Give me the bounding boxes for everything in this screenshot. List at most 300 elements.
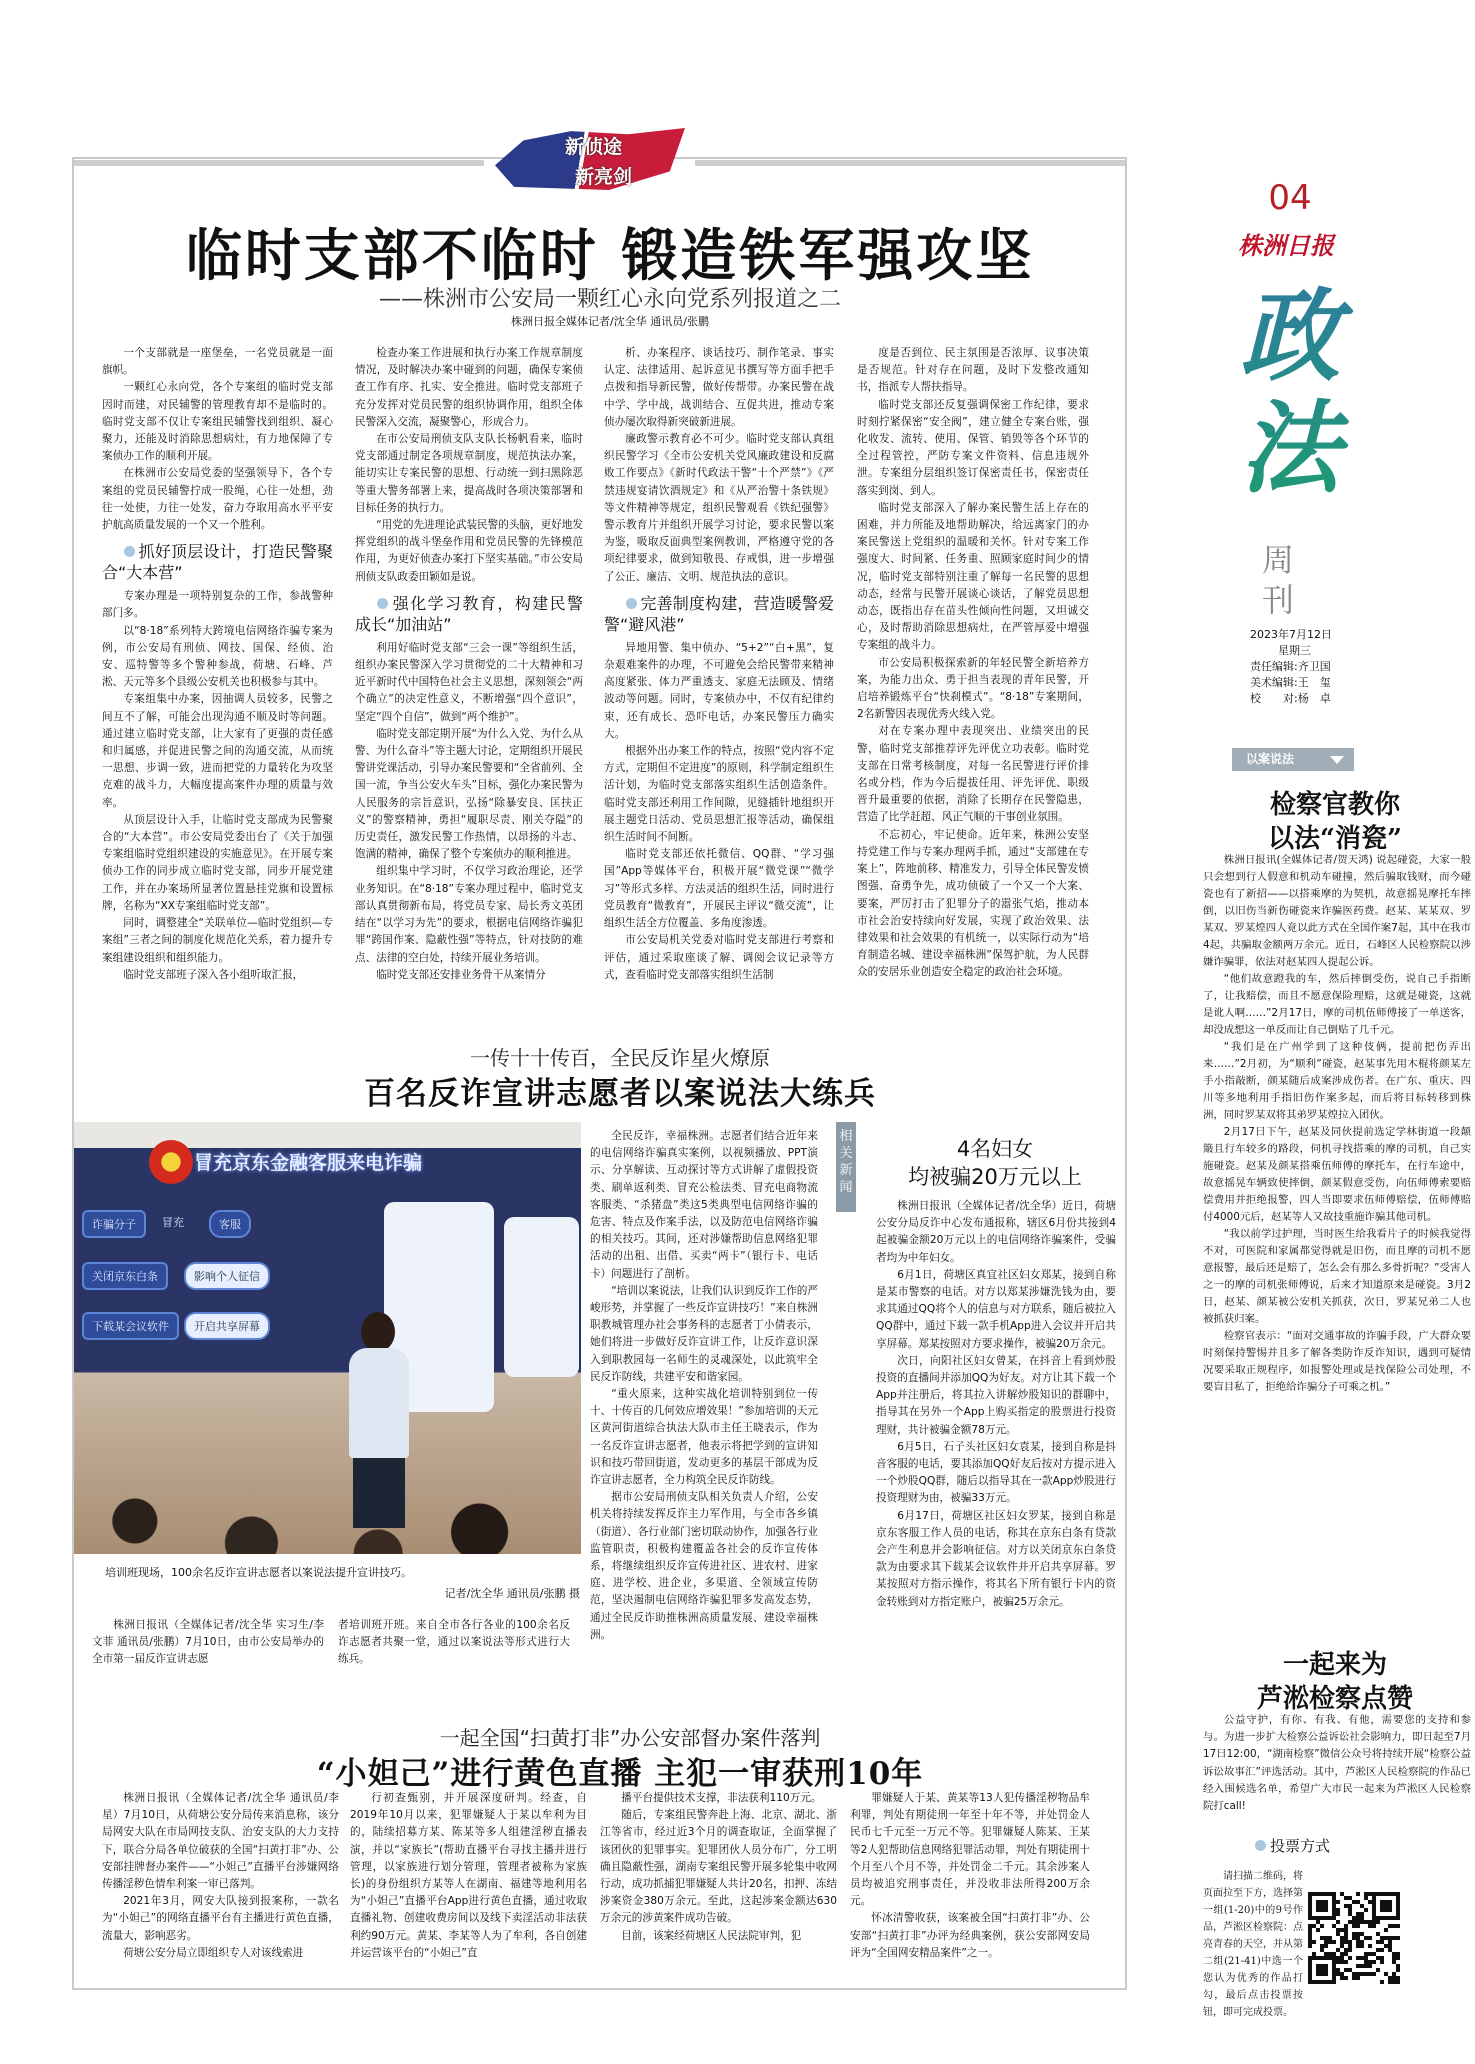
paragraph: 行初查甄别，并开展深度研判。经查，自2019年10月以来，犯罪嫌疑人于某以牟利为目的，陆续招募方某、陈某等多人组建淫秽直播表演，并以“家族长”(帮助直播平台寻找主播并进行管理，以家族进行划分管理，管理者被称为家族长)的身份组织方某等人在湖南、福建等地利用名为“小妲己”直播平台App进行黄色直播，通过收取直播礼物、创建收费房间以及线下卖淫活动非法获利约90万元。黄某、李某等人为了牟利，各自创建并运营该平台的“小妲己”直	[350, 1792, 587, 1959]
qr-module	[1372, 1892, 1376, 1896]
qr-module	[1308, 1944, 1312, 1948]
qr-module	[1332, 1904, 1336, 1908]
qr-module	[1368, 1972, 1372, 1976]
lead-byline: 株洲日报全媒体记者/沈全华 通讯员/张鹏	[511, 315, 709, 328]
paragraph: 据市公安局刑侦支队相关负责人介绍，公安机关将持续发挥反诈主力军作用，与全市各乡镇（街道）、各行业部门密切联动协作，加强各行业监管职责，积极构建覆盖各社会的反诈宣传体系，将继续组织反诈宣传进社区、进农村、进家庭、进学校、进企业，多渠道、全领域宣传防范，坚决遏制电信网络诈骗犯罪多发高发态势，通过全民反诈助推株洲高质量发展、建设幸福株洲。	[590, 1491, 818, 1641]
qr-module	[1316, 1916, 1320, 1920]
vote-instructions	[1203, 1868, 1303, 2018]
qr-module	[1356, 1972, 1360, 1976]
qr-module	[1308, 1960, 1312, 1964]
section-title-zhengfa: 政法	[1240, 280, 1360, 504]
photo-label: 开启共享屏幕	[184, 1312, 270, 1340]
paragraph: “重火原来，这种实战化培训特别到位一传十、十传百的几何效应增效果！”参加培训的天元区黄河街道综合执法大队市主任王晓表示，作为一名反诈宣讲志愿者，他表示将把学到的宣讲知识和技巧带回街道，发动更多的基层干部成为反诈宣讲志愿者，全力构筑全民反诈防线。	[590, 1388, 818, 1487]
qr-module	[1376, 1920, 1380, 1924]
paragraph: 一颗红心永向党，各个专案组的临时党支部因时而建，对民辅警的管理教育却不是临时的。临时党支部不仅让专案组民辅警找到组织、凝心聚力，还能及时消除思想病灶，有力地保障了专案侦办工作的顺利开展。	[102, 381, 333, 463]
qr-module	[1336, 1900, 1340, 1904]
qr-module	[1316, 1892, 1320, 1896]
triangle-down-icon	[1330, 756, 1344, 764]
lead-column-2	[355, 345, 583, 1010]
qr-module	[1332, 1900, 1336, 1904]
paragraph: 临时党支部深入了解办案民警生活上存在的困难，并力所能及地帮助解决，给远离家门的办案民警送上党组织的温暖和关怀。针对专案工作强度大、时间紧、任务重、照顾家庭时间少的情况，临时党支部特别注重了解每一名民警的思想动态，经常与民警开展谈心谈话，了解党员思想动态，既指出存在苗头性倾向性问题，又坦诚交心，及时帮助消除思想病灶，在严管厚爱中增强专案组的战斗力。	[857, 501, 1089, 652]
qr-module	[1312, 1916, 1316, 1920]
qr-module	[1376, 1940, 1380, 1944]
proofreader: 校 对:杨 卓	[1250, 692, 1331, 705]
qr-module	[1392, 1924, 1396, 1928]
lead-column-3	[604, 345, 834, 1010]
editor: 责任编辑:齐卫国	[1250, 660, 1331, 673]
qr-module	[1308, 1916, 1312, 1920]
photo-label: 客服	[209, 1210, 251, 1238]
qr-module	[1316, 1900, 1320, 1904]
paragraph: 一个支部就是一座堡垒，一名党员就是一面旗帜。	[102, 347, 333, 377]
qr-module	[1308, 1908, 1312, 1912]
qr-module	[1388, 1944, 1392, 1948]
qr-module	[1336, 1968, 1340, 1972]
column-logo	[495, 128, 685, 190]
qr-module	[1312, 1956, 1316, 1960]
qr-module	[1392, 1936, 1396, 1940]
qr-module	[1308, 1956, 1312, 1960]
qr-module	[1336, 1932, 1340, 1936]
paragraph: 请扫描二维码，将页面拉至下方，选择第一组(1-20)中的9号作品，芦淞区检察院：点亮青春的天空，并从第二组(21-41)中选一个您认为优秀的作品打勾，最后点击投票按钮，即可完成投票。	[1203, 1871, 1303, 2018]
qr-module	[1316, 1904, 1320, 1908]
related-headline	[875, 1135, 1115, 1191]
qr-module	[1324, 1916, 1328, 1920]
paragraph: 2021年3月，网安大队接到报案称，一款名为“小妲己”的网络直播平台有主播进行黄色直播，流量大，影响恶劣。	[102, 1895, 339, 1942]
paragraph: 不忘初心，牢记使命。近年来，株洲公安坚持党建工作与专案办理两手抓，通过“支部建在专案上”，阵地前移、精准发力，引导全体民警发愤图强、奋勇争先，成功侦破了一个又一个大案、要案，严厉打击了犯罪分子的嚣张气焰，推动本市社会治安持续向好发展，实现了政治效果、法律效果和社会效果的有机统一，以实际行动为“培育制造名城、建设幸福株洲”保驾护航，为人民群众的安居乐业创造安全稳定的政治社会环境。	[857, 828, 1089, 979]
related-news-tag: 相关新闻	[836, 1122, 856, 1212]
qr-module	[1316, 1920, 1320, 1924]
qr-module	[1392, 1972, 1396, 1976]
qr-module	[1328, 1980, 1332, 1984]
qr-module	[1376, 1956, 1380, 1960]
issue-weekday: 星期三	[1278, 644, 1311, 657]
qr-module	[1348, 1968, 1352, 1972]
qr-module	[1308, 1928, 1312, 1932]
sidebar-story2-headline	[1195, 1648, 1475, 1716]
qr-module	[1340, 1956, 1344, 1960]
qr-module	[1336, 1956, 1340, 1960]
qr-module	[1388, 1908, 1392, 1912]
vote-heading	[1255, 1835, 1330, 1856]
qr-module	[1324, 1972, 1328, 1976]
qr-module	[1344, 1976, 1348, 1980]
qr-module	[1308, 1968, 1312, 1972]
qr-module	[1332, 1956, 1336, 1960]
qr-module	[1380, 1980, 1384, 1984]
headline-line2: 以法“消瓷”	[1268, 824, 1402, 854]
qr-module	[1368, 1944, 1372, 1948]
qr-module	[1336, 1960, 1340, 1964]
qr-module	[1384, 1900, 1388, 1904]
story2-lead-col1	[92, 1617, 324, 1671]
qr-module	[1348, 1920, 1352, 1924]
qr-module	[1396, 1964, 1400, 1968]
paragraph: 6月17日，荷塘区社区妇女罗某，接到自称是京东客服工作人员的电话，称其在京东白条有贷款会产生利息并会影响征信。对方以关闭京东白条贷款为由要求其下载某会议软件并开启共享屏幕。罗某按照对方指示操作，将其名下所有银行卡内的资金转账到对方指定账户，被骗25万余元。	[876, 1509, 1116, 1608]
qr-module	[1396, 1904, 1400, 1908]
qr-module	[1384, 1908, 1388, 1912]
qr-module	[1352, 1924, 1356, 1928]
header-rule-left	[74, 160, 484, 166]
qr-module	[1360, 1920, 1364, 1924]
qr-module	[1364, 1896, 1368, 1900]
qr-module	[1344, 1940, 1348, 1944]
qr-module	[1380, 1916, 1384, 1920]
qr-module	[1372, 1952, 1376, 1956]
paragraph: 根据外出办案工作的特点，按照“党内容不定方式，定期但不定进度”的原则，科学制定组织生活计划，为临时党支部落实组织生活创造条件。临时党支部还利用工作间隙，见缝插针地组织开展主题党日活动、党员思想汇报等活动，确保组织生活时间不间断。	[604, 745, 834, 844]
qr-module	[1348, 1940, 1352, 1944]
qr-module	[1340, 1928, 1344, 1932]
qr-module	[1328, 1892, 1332, 1896]
qr-module	[1324, 1952, 1328, 1956]
story3-column-1	[102, 1790, 339, 1980]
qr-module	[1356, 1944, 1360, 1948]
paragraph: 罪嫌疑人于某、黄某等13人犯传播淫秽物品牟利罪，判处有期徒刑一年至十年不等，并处罚金人民币七千元至一万元不等。犯罪嫌疑人陈某、王某等2人犯帮助信息网络犯罪活动罪，判处有期徒刑十个月至八个月不等，并处罚金二千元。其余涉案人员均被追究刑事责任，并没收非法所得200万余元。	[850, 1792, 1090, 1908]
qr-module	[1360, 1932, 1364, 1936]
photo-label: 冒充	[162, 1216, 184, 1229]
story2-kicker: 一传十十传百，全民反诈星火燎原	[470, 1046, 770, 1070]
paragraph: 6月1日，荷塘区真宜社区妇女郑某，接到自称是某市警察的电话。对方以郑某涉嫌洗钱为由，要求其通过QQ将个人的信息与对方联系，随后被拉入QQ群中，通过下载一款手机App进入会议并开启共享屏幕。郑某按照对方要求操作，被骗20万余元。	[876, 1268, 1116, 1350]
qr-module	[1308, 1936, 1312, 1940]
qr-module	[1344, 1904, 1348, 1908]
qr-module	[1344, 1928, 1348, 1932]
paragraph: 临时党支部还依托微信、QQ群、“学习强国”App等媒体平台，积极开展“微党课”“微学习”等形式多样、方法灵活的组织生活，同时进行党员教育“微教育”，开展民主评议“微交流”，让组织生活全方位覆盖、多角度渗透。	[604, 848, 834, 930]
qr-module	[1376, 1932, 1380, 1936]
qr-module	[1372, 1908, 1376, 1912]
qr-module	[1380, 1908, 1384, 1912]
qr-module	[1396, 1892, 1400, 1896]
headline-line2: 芦淞检察点赞	[1256, 1684, 1413, 1714]
qr-module	[1360, 1964, 1364, 1968]
header-rule-right	[695, 160, 1125, 166]
paragraph: “培训以案说法，让我们认识到反诈工作的严峻形势，并掌握了一些反诈宣讲技巧！”来自株洲职教城管理办社会事务科的志愿者丁小倩表示，她们将进一步做好反诈宣讲工作，让反诈意识深入到职教园每一名师生的灵魂深处，以此筑牢全民反诈防线，共建平安和谐家园。	[590, 1284, 818, 1383]
paragraph: “我们是在广州学到了这种伎俩，提前把伤弄出来……”2月初，为“顺利”碰瓷，赵某事先用木棍将颜某左手小指敲断，颜某随后成案涉成伤者。在广东、重庆、四川等多地利用手指旧伤作案多起，而后将目标转移到株洲，同时罗某双将其弟罗某煌拉入团伙。	[1203, 1041, 1471, 1121]
qr-module	[1372, 1912, 1376, 1916]
issue-meta	[1250, 627, 1360, 707]
qr-module	[1396, 1912, 1400, 1916]
paragraph: 析、办案程序、谈话技巧、制作笔录、事实认定、法律适用、起诉意见书撰写等方面手把手点拨和指导新民警，做好传帮带。办案民警在战中学、学中战，战训结合、互促共进，推动专案侦办屡次取得新突破新进展。	[604, 347, 834, 428]
paragraph: “他们故意蹬我的车，然后摔倒受伤，说自己手指断了，让我赔偿，而且不愿意保险理赔，这就是碰瓷，这就是讹人啊……”2月17日，摩的司机伍师傅接了一单送客，却没成想这一单反而让自己倒贴了几千元。	[1203, 973, 1471, 1036]
qr-module	[1376, 1916, 1380, 1920]
qr-module	[1328, 1956, 1332, 1960]
paragraph: 株洲日报讯(全媒体记者/贺天鸿) 说起碰瓷，大家一般只会想到行人假意和机动车碰撞，然后骗取钱财，而今碰瓷也有了新招——以搭乘摩的为契机，故意摇晃摩托车摔倒，以旧伤当新伤碰瓷来诈骗医药费。赵某、某某双、罗某双、罗某煌四人竟以此方式在全国作案7起，其中在我市4起，共骗取金额两万余元。近日，石峰区人民检察院以涉嫌诈骗罪，依法对赵某四人提起公诉。	[1203, 854, 1471, 968]
qr-module	[1324, 1904, 1328, 1908]
qr-module	[1372, 1904, 1376, 1908]
qr-module	[1384, 1916, 1388, 1920]
qr-module	[1348, 1944, 1352, 1948]
qr-module	[1384, 1972, 1388, 1976]
qr-module	[1332, 1964, 1336, 1968]
qr-module	[1372, 1924, 1376, 1928]
qr-module	[1308, 1892, 1312, 1896]
related-headline-line2: 均被骗20万元以上	[908, 1165, 1082, 1189]
story2-body	[590, 1128, 818, 1668]
lead-column-4	[857, 345, 1089, 1010]
qr-module	[1384, 1928, 1388, 1932]
qr-module	[1320, 1936, 1324, 1940]
qr-module	[1348, 1956, 1352, 1960]
qr-module	[1336, 1920, 1340, 1924]
subheading: 强化学习教育，构建民警成长“加油站”	[355, 593, 583, 634]
qr-module	[1396, 1952, 1400, 1956]
paragraph: “用党的先进理论武装民警的头脑，更好地发挥党组织的战斗堡垒作用和党员民警的先锋模范作用，为更好侦查办案打下坚实基础。”市公安局刑侦支队政委田颖如是说。	[355, 519, 583, 583]
paragraph: 度是否到位、民主氛围是否浓厚、议事决策是否规范。针对存在问题，及时下发整改通知书，指派专人帮扶指导。	[857, 347, 1089, 394]
story3-column-3	[600, 1790, 837, 1980]
qr-module	[1384, 1892, 1388, 1896]
qr-module	[1316, 1908, 1320, 1912]
qr-module	[1356, 1976, 1360, 1980]
qr-module	[1336, 1912, 1340, 1916]
qr-module	[1320, 1900, 1324, 1904]
qr-module	[1340, 1892, 1344, 1896]
story2-lead-col2	[338, 1617, 570, 1671]
qr-module	[1320, 1968, 1324, 1972]
qr-module	[1348, 1896, 1352, 1900]
qr-module	[1308, 1972, 1312, 1976]
qr-module	[1348, 1948, 1352, 1952]
qr-module	[1312, 1940, 1316, 1944]
story3-headline: “小妲己”进行黄色直播 主犯一审获刑10年	[316, 1756, 924, 1792]
qr-module	[1364, 1936, 1368, 1940]
page-number: 04	[1268, 178, 1312, 218]
qr-module	[1320, 1908, 1324, 1912]
qr-module	[1316, 1980, 1320, 1984]
audience	[74, 1444, 581, 1554]
story3-kicker: 一起全国“扫黄打非”办公安部督办案件落判	[439, 1726, 821, 1750]
qr-module	[1316, 1968, 1320, 1972]
qr-module	[1340, 1944, 1344, 1948]
qr-module	[1332, 1960, 1336, 1964]
qr-module	[1344, 1960, 1348, 1964]
qr-module	[1332, 1908, 1336, 1912]
qr-module	[1324, 1936, 1328, 1940]
paragraph: 怀冰清警收获，该案被全国“扫黄打非”办、公安部“扫黄打非”办评为经典案例，获公安部网安局评为“全国网安精品案件”之一。	[850, 1912, 1090, 1959]
qr-module	[1336, 1948, 1340, 1952]
qr-module	[1352, 1976, 1356, 1980]
qr-module	[1340, 1972, 1344, 1976]
qr-module	[1332, 1972, 1336, 1976]
qr-module	[1328, 1940, 1332, 1944]
qr-module	[1360, 1944, 1364, 1948]
qr-module	[1380, 1900, 1384, 1904]
qr-module	[1344, 1948, 1348, 1952]
photo-screen-title: 冒充京东金融客服来电诈骗	[194, 1152, 423, 1174]
headline-line1: 检察官教你	[1269, 790, 1400, 820]
photo-label: 关闭京东白条	[82, 1262, 168, 1290]
qr-module	[1328, 1916, 1332, 1920]
qr-module	[1372, 1916, 1376, 1920]
qr-module	[1356, 1924, 1360, 1928]
qr-module	[1356, 1912, 1360, 1916]
paragraph: 公益守护，有你、有我、有他，需要您的支持和参与。为进一步扩大检察公益诉讼社会影响力，即日起至7月17日12:00，“湖南检察”微信公众号将持续开展“检察公益诉讼故事汇”评选活动。其中，芦淞区人民检察院的作品已经入围候选名单，希望广大市民一起来为芦淞区人民检察院打call!	[1203, 1714, 1471, 1813]
paragraph: 以“8·18”系列特大跨境电信网络诈骗专案为例，市公安局有刑侦、网技、国保、经侦、治安、巡特警等多个警种参战，荷塘、石峰、芦淞、天元等多个县级公安机关也积极参与其中。	[102, 624, 333, 689]
qr-module	[1316, 1964, 1320, 1968]
subheading: 抓好顶层设计，打造民警聚合“大本营”	[102, 542, 333, 583]
vote-heading-label: 投票方式	[1270, 1837, 1331, 1855]
training-photo	[74, 1122, 581, 1554]
lead-column-1	[102, 345, 333, 1010]
qr-module	[1396, 1936, 1400, 1940]
qr-module	[1384, 1944, 1388, 1948]
qr-module	[1396, 1908, 1400, 1912]
paragraph: 次日，向阳社区妇女曾某，在抖音上看到炒股投资的直播间并添加QQ为好友。对方让其下载一个App并注册后，将其拉入讲解炒股知识的群聊中，指导其在另外一个App上购买指定的股票进行投资理财，共计被骗金额78万元。	[876, 1354, 1116, 1436]
qr-module	[1348, 1908, 1352, 1912]
paragraph: 6月5日，石子头社区妇女袁某，接到自称是抖音客服的电话，要其添加QQ好友后按对方提示进入一个炒股QQ群，随后以指导其在一款App炒股进行投资理财为由，被骗33万元。	[876, 1440, 1116, 1505]
qr-module	[1364, 1964, 1368, 1968]
qr-module	[1344, 1968, 1348, 1972]
qr-module	[1356, 1900, 1360, 1904]
story3-column-2	[350, 1790, 587, 1980]
qr-module	[1392, 1956, 1396, 1960]
paragraph: 异地用警、集中侦办、“5+2”“白+黑”，复杂艰难案件的办理，不可避免会给民警带来精神高度紧张、体力严重透支、家庭无法顾及、情绪波动等问题。同时，专案侦办中，不仅有纪律约束，还有成长、恐吓电话，办案民警压力确实大。	[604, 641, 834, 740]
qr-module	[1396, 1980, 1400, 1984]
qr-module	[1368, 1900, 1372, 1904]
qr-module	[1356, 1932, 1360, 1936]
qr-module	[1360, 1912, 1364, 1916]
story2-headline: 百名反诈宣讲志愿者以案说法大练兵	[364, 1076, 876, 1112]
qr-module	[1340, 1960, 1344, 1964]
qr-module	[1324, 1940, 1328, 1944]
qr-module	[1388, 1940, 1392, 1944]
qr-module	[1320, 1948, 1324, 1952]
paragraph: 荷塘公安分局立即组织专人对该线索进	[123, 1946, 304, 1959]
qr-module	[1360, 1956, 1364, 1960]
paragraph: “我以前学过护理，当时医生给我看片子的时候我觉得不对，可医院和家属都觉得就是旧伤，而且摩的司机不愿意报警，最后还是赔了，怎么会有那么多骨折呢？”受害人之一的摩的司机张师傅说，后来才知道原来是碰瓷。3月2日，赵某、颜某被公安机关抓获，次日，罗某兄弟二人也被抓获归案。	[1203, 1228, 1471, 1325]
qr-module	[1380, 1948, 1384, 1952]
qr-module	[1368, 1920, 1372, 1924]
qr-module	[1308, 1896, 1312, 1900]
section-sub-zhou: 周	[1262, 541, 1295, 579]
qr-module	[1352, 1936, 1356, 1940]
qr-module	[1392, 1892, 1396, 1896]
qr-module	[1372, 1972, 1376, 1976]
paragraph: 在株洲市公安局党委的坚强领导下，各个专案组的党员民辅警拧成一股绳，心往一处想，劲往一处使，力往一处发，奋力夺取用高水平平安护航高质量发展的一个又一个胜利。	[102, 467, 333, 532]
qr-module	[1320, 1916, 1324, 1920]
qr-module	[1308, 1964, 1312, 1968]
qr-module	[1308, 1912, 1312, 1916]
lead-subtitle: ——株洲市公安局一颗红心永向党系列报道之二	[378, 287, 841, 312]
qr-module	[1308, 1924, 1312, 1928]
qr-module	[1324, 1900, 1328, 1904]
art-editor: 美术编辑:王 玺	[1250, 676, 1331, 689]
paragraph: 临时党支部还反复强调保密工作纪律，要求时刻拧紧保密“安全阀”，建立健全专案台账，强化收发、流转、使用、保管、销毁等各个环节的全过程管控，严防专案文件资料、信息违规外泄。专案组分层组织签订保密责任书，保密责任落实到岗、到人。	[857, 398, 1089, 497]
paragraph: 检查办案工作进展和执行办案工作规章制度情况，及时解决办案中碰到的问题，确保专案侦查工作有序、扎实、安全推进。临时党支部班子充分发挥对党员民警的组织协调作用，组织全体民警深入交流，凝聚警心，形成合力。	[355, 347, 583, 428]
qr-module	[1368, 1892, 1372, 1896]
qr-module	[1336, 1972, 1340, 1976]
qr-module	[1320, 1944, 1324, 1948]
qr-module	[1328, 1936, 1332, 1940]
qr-module	[1396, 1976, 1400, 1980]
story3-column-4	[850, 1790, 1090, 1980]
qr-module	[1380, 1936, 1384, 1940]
qr-code[interactable]	[1308, 1892, 1400, 1984]
paragraph: 利用好临时党支部“三会一课”等组织生活，组织办案民警深入学习贯彻党的二十大精神和习近平新时代中国特色社会主义思想，深刻领会“两个确立”的决定性意义，不断增强“四个意识”，坚定“四个自信”，做到“两个维护”。	[355, 641, 583, 723]
paragraph: 廉政警示教育必不可少。临时党支部认真组织民警学习《全市公安机关党风廉政建设和反腐败工作要点》《新时代政法干警“十个严禁”》《严禁违规宴请饮酒规定》和《从严治警十条铁规》等文件精神等规定，组织民警观看《铁纪强警》警示教育片并组织开展学习讨论，要求民警以案为鉴，吸取反面典型案例教训，严格遵守党的各项纪律要求，做到知敬畏、存戒惧，进一步增强了公正、廉洁、文明、规范执法的意识。	[604, 433, 834, 583]
qr-module	[1364, 1920, 1368, 1924]
qr-module	[1312, 1980, 1316, 1984]
qr-module	[1376, 1968, 1380, 1972]
qr-module	[1320, 1972, 1324, 1976]
qr-module	[1332, 1916, 1336, 1920]
paragraph: 市公安局积极探索新的年轻民警全新培养方案，为能力出众、勇于担当表现的青年民警，开启培养锻炼平台“快刹模式”。“8·18”专案期间，2名新警因表现优秀火线入党。	[857, 656, 1089, 721]
paragraph: 2月17日下午，赵某及同伙提前选定学林街道一段颠簸且行车较多的路段，伺机寻找搭乘的摩的司机，自己实施碰瓷。赵某及颜某搭乘伍师傅的摩托车，在行车途中，故意摇晃车辆致使摔倒，颜某假意受伤，向伍师傅索要赔偿费用并拒绝报警，四人当即要求伍师傅赔偿，伍师傅赔付4000元后，赵某等人又故技重施诈骗其他司机。	[1203, 1126, 1471, 1223]
qr-module	[1388, 1924, 1392, 1928]
qr-module	[1388, 1900, 1392, 1904]
qr-module	[1364, 1960, 1368, 1964]
paragraph: 株洲日报讯（全媒体记者/沈全华）近日，荷塘公安分局反诈中心发布通报称，辖区6月份共接到4起被骗金额20万元以上的电信网络诈骗案件，受骗者均为中年妇女。	[876, 1200, 1116, 1264]
qr-module	[1352, 1972, 1356, 1976]
qr-module	[1320, 1964, 1324, 1968]
qr-module	[1328, 1952, 1332, 1956]
qr-module	[1396, 1968, 1400, 1972]
qr-module	[1376, 1948, 1380, 1952]
photo-credit: 记者/沈全华 通讯员/张鹏 摄	[444, 1587, 580, 1600]
phone-mockup	[504, 1217, 579, 1377]
qr-module	[1364, 1972, 1368, 1976]
paragraph: 全民反诈，幸福株洲。志愿者们结合近年来的电信网络诈骗真实案例，以视频播放、PPT演示、分享解读、互动探讨等方式讲解了虚假投资类、刷单返利类、冒充公检法类、冒充电商物流客服类、“杀猪盘”类这5类典型电信网络诈骗的危害、特点及作案手法，以及防范电信网络诈骗的相关技巧。其间，还对涉嫌帮助信息网络犯罪活动的出租、出借、买卖“两卡”（银行卡、电话卡）问题进行了剖析。	[590, 1130, 818, 1280]
qr-module	[1360, 1916, 1364, 1920]
qr-module	[1308, 1976, 1312, 1980]
photo-label: 下载某会议软件	[82, 1312, 179, 1340]
qr-module	[1364, 1892, 1368, 1896]
issue-date: 2023年7月12日	[1250, 628, 1332, 641]
qr-module	[1320, 1924, 1324, 1928]
qr-module	[1356, 1916, 1360, 1920]
qr-module	[1356, 1964, 1360, 1968]
qr-module	[1372, 1960, 1376, 1964]
subheading: 完善制度构建，营造暖警爱警“避风港”	[604, 593, 834, 634]
qr-module	[1356, 1956, 1360, 1960]
qr-module	[1332, 1980, 1336, 1984]
qr-module	[1384, 1904, 1388, 1908]
qr-module	[1364, 1956, 1368, 1960]
paper-masthead-logo: 株洲日报	[1238, 231, 1334, 260]
qr-module	[1388, 1916, 1392, 1920]
qr-module	[1364, 1908, 1368, 1912]
qr-module	[1308, 1900, 1312, 1904]
qr-module	[1392, 1916, 1396, 1920]
qr-module	[1388, 1892, 1392, 1896]
sidebar-story1-headline	[1195, 788, 1475, 856]
qr-module	[1368, 1952, 1372, 1956]
qr-module	[1332, 1896, 1336, 1900]
qr-module	[1384, 1936, 1388, 1940]
qr-module	[1332, 1892, 1336, 1896]
qr-module	[1344, 1936, 1348, 1940]
qr-module	[1344, 1952, 1348, 1956]
qr-module	[1364, 1952, 1368, 1956]
qr-module	[1356, 1892, 1360, 1896]
sidebar-story1-body	[1203, 852, 1471, 1592]
qr-module	[1348, 1912, 1352, 1916]
related-headline-line1: 4名妇女	[956, 1137, 1034, 1161]
qr-module	[1336, 1908, 1340, 1912]
qr-module	[1396, 1916, 1400, 1920]
qr-module	[1336, 1928, 1340, 1932]
qr-module	[1352, 1920, 1356, 1924]
sidebar-story2-body	[1203, 1712, 1471, 1822]
qr-module	[1324, 1944, 1328, 1948]
qr-module	[1308, 1980, 1312, 1984]
paragraph: 组织集中学习时，不仅学习政治理论，还学业务知识。在“8·18”专案办理过程中，临时党支部认真贯彻新布局，将党员专家、局长秀文英团结在“以学习为先”的要求，根据电信网络诈骗犯罪“跨国作案、隐蔽性强”等特点，针对技防的难点、法律的空白处，持续开展业务培训。	[355, 865, 583, 964]
qr-module	[1396, 1924, 1400, 1928]
paragraph: 随后，专案组民警奔赴上海、北京、湖北、浙江等省市，经过近3个月的调查取证，全面掌握了该团伙的犯罪事实。犯罪团伙人员分布广，分工明确且隐蔽性强，湖南专案组民警开展多轮集中收网行动，成功抓捕犯罪嫌疑人共计20名，扣押、冻结涉案资金380万余元。至此，这起涉案金额达630万余元的涉黄案件成功告破。	[600, 1809, 837, 1925]
paragraph: 市公安局机关党委对临时党支部进行考察和评估，通过采取座谈了解、调阅会议记录等方式，查看临时党支部落实组织生活制	[604, 934, 834, 981]
qr-module	[1388, 1976, 1392, 1980]
qr-module	[1320, 1904, 1324, 1908]
paragraph: 在市公安局刑侦支队支队长杨帆看来，临时党支部通过制定各项规章制度，规范执法办案，能切实让专案民警的思想、行动统一到扫黑除恶等重大警务部署上来，提高战时各项决策部署和目标任务的执行力。	[355, 433, 583, 514]
qr-module	[1392, 1952, 1396, 1956]
